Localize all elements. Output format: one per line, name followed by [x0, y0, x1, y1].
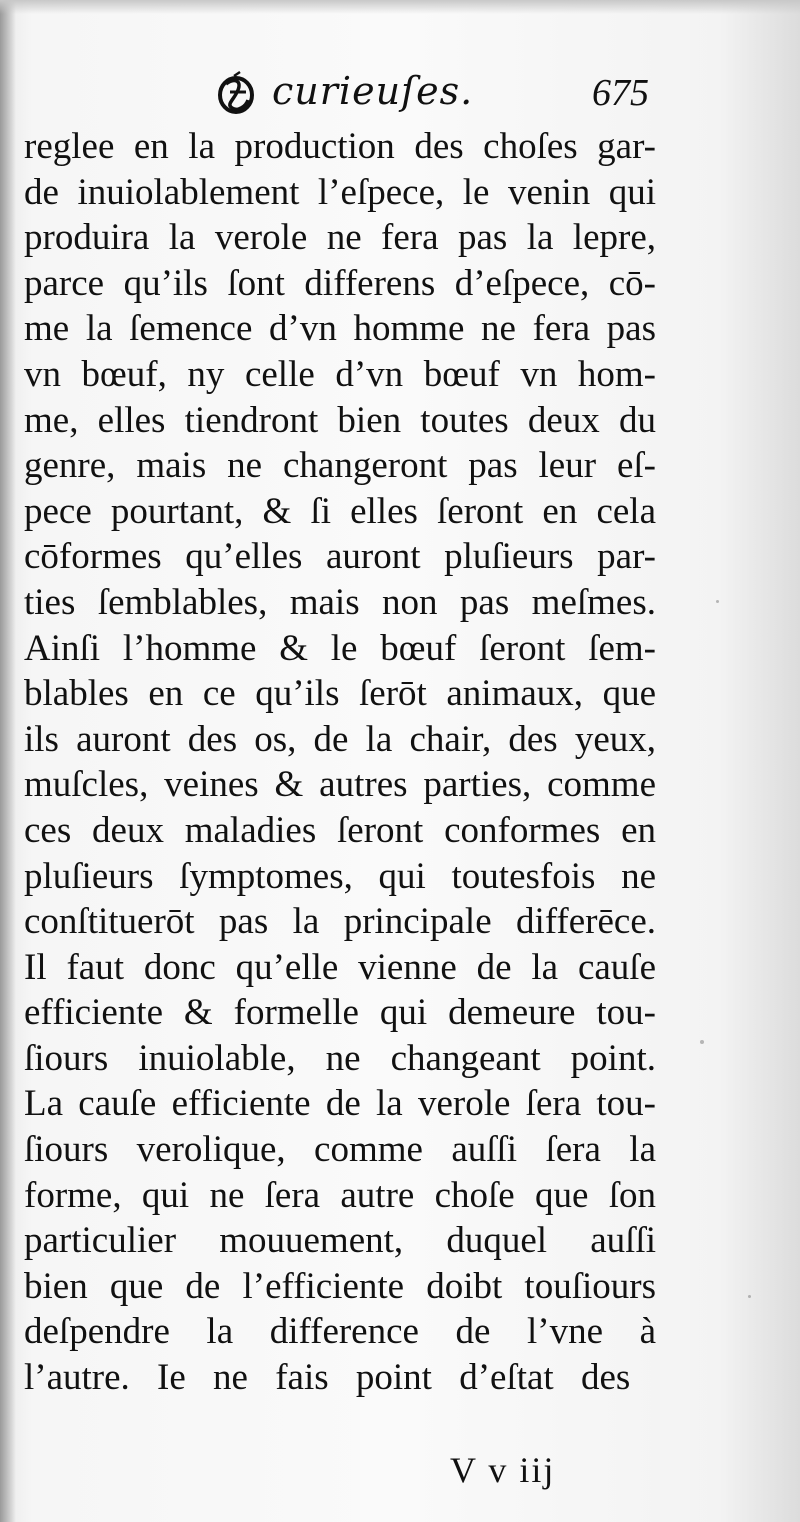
text-line: La cauſe efficiente de la verole ſera tou-	[24, 1083, 656, 1125]
ampersand-ornament-icon	[212, 70, 260, 116]
text-line: reglee en la production des choſes gar-	[24, 126, 656, 167]
text-line: ils auront des os, de la chair, des yeux,	[24, 718, 656, 760]
text-line: particulier mouuement, duquel auſſi	[24, 1220, 656, 1262]
text-line: efficiente & formelle qui demeure tou-	[24, 992, 656, 1034]
page-number: 675	[592, 72, 649, 114]
text-line: pece pourtant, & ſi elles ſeront en cela	[24, 490, 656, 532]
text-line: genre, mais ne changeront pas leur eſ-	[24, 445, 656, 487]
text-line: conſtituerōt pas la principale differēce.	[24, 901, 656, 943]
text-line: forme, qui ne ſera autre choſe que ſon	[24, 1174, 656, 1216]
text-line: Ainſi l’homme & le bœuf ſeront ſem-	[24, 627, 656, 669]
text-line: blables en ce qu’ils ſerōt animaux, que	[24, 673, 656, 715]
signature-mark: V v iij	[450, 1450, 556, 1490]
text-line: vn bœuf, ny celle d’vn bœuf vn hom-	[24, 353, 656, 395]
text-line: de inuiolablement l’eſpece, le venin qui	[24, 171, 656, 213]
text-line: ſiours inuiolable, ne changeant point.	[24, 1037, 656, 1079]
text-line: Il faut donc qu’elle vienne de la cauſe	[24, 946, 656, 988]
text-line: deſpendre la difference de l’vne à	[24, 1311, 656, 1353]
text-line: me la ſemence d’vn homme ne fera pas	[24, 308, 656, 350]
text-line: muſcles, veines & autres parties, comme	[24, 764, 656, 806]
running-head-title: curieuſes.	[272, 69, 474, 113]
paper-speck	[716, 600, 719, 603]
text-line: me, elles tiendront bien toutes deux du	[24, 399, 656, 441]
running-head	[0, 66, 800, 118]
paper-speck	[700, 1040, 704, 1044]
text-line: l’autre. Ie ne fais point d’eſtat des	[24, 1357, 631, 1399]
text-line: bien que de l’efficiente doibt touſiours	[24, 1265, 656, 1307]
text-line: pluſieurs ſymptomes, qui toutesfois ne	[24, 855, 656, 897]
text-line: ties ſemblables, mais non pas meſmes.	[24, 581, 656, 623]
page-top-edge	[0, 0, 800, 14]
text-line: parce qu’ils ſont differens d’eſpece, cō-	[24, 262, 656, 304]
text-line: ſiours verolique, comme auſſi ſera la	[24, 1129, 656, 1171]
text-line: ces deux maladies ſeront conformes en	[24, 809, 656, 851]
paper-speck	[748, 1295, 751, 1298]
text-line: cōformes qu’elles auront pluſieurs par-	[24, 536, 656, 578]
body-text	[24, 124, 656, 1401]
gutter-shadow	[0, 0, 16, 1522]
text-line: produira la verole ne fera pas la lepre,	[24, 217, 656, 259]
